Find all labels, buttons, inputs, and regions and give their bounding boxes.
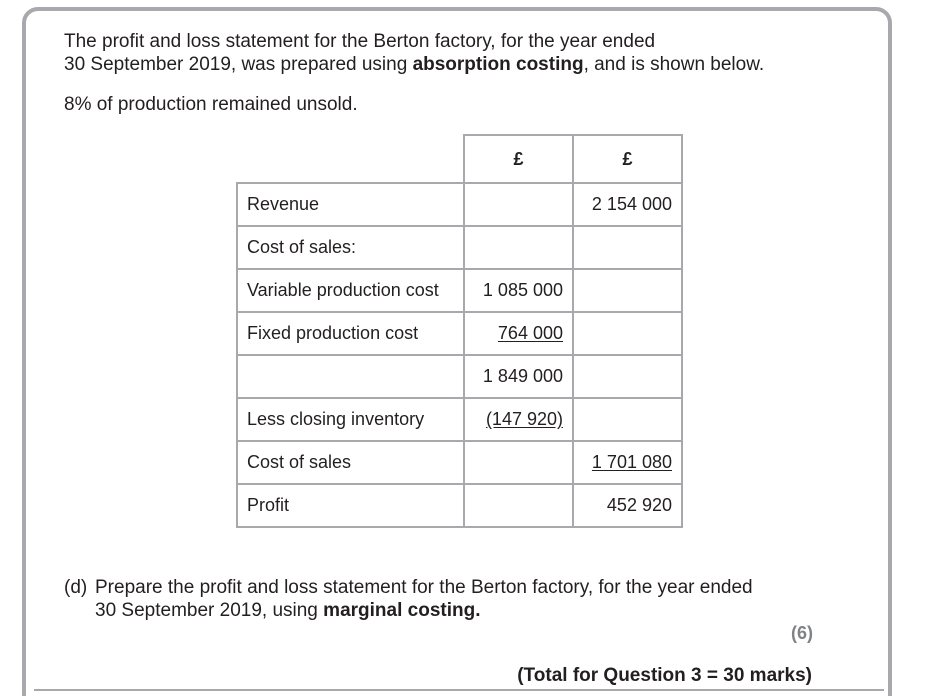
question-label: (d) [64,577,88,598]
row-label: Profit [237,484,464,527]
unsold-note: 8% of production remained unsold. [64,94,358,115]
table-row [237,355,682,398]
row-label [237,355,464,398]
row-col-2 [573,441,682,484]
row-col-2 [573,226,682,269]
row-col-1 [464,226,573,269]
intro-line-2-end: , and is shown below. [583,54,765,75]
marks-label: (6) [791,623,813,643]
question-line-1 [64,576,753,599]
underlined-value: 1 701 080 [591,452,672,472]
row-col-1: 1 085 000 [464,269,573,312]
header-col-2: £ [573,135,682,183]
table-row [237,269,682,312]
intro-line-2 [64,53,824,76]
bottom-rule [34,689,884,691]
question-line-2 [64,599,753,622]
table-row [237,484,682,527]
row-col-2: 452 920 [573,484,682,527]
underlined-value: (147 920) [485,409,563,429]
row-col-2 [573,398,682,441]
question-d [64,576,753,622]
row-col-1 [464,441,573,484]
intro-line-2-start: 30 September 2019, was prepared using [64,54,413,75]
row-col-1 [464,398,573,441]
table-row [237,183,682,226]
header-empty-cell [237,135,464,183]
row-label: Less closing inventory [237,398,464,441]
row-col-2 [573,355,682,398]
question-text-1: Prepare the profit and loss statement for the Berton factory, for the year ended [95,577,753,598]
profit-loss-table [236,134,683,528]
row-label: Revenue [237,183,464,226]
question-text-2: 30 September 2019, using [95,600,324,621]
table-row [237,312,682,355]
row-col-2 [573,312,682,355]
question-total: (Total for Question 3 = 30 marks) [517,665,812,686]
row-col-2: 2 154 000 [573,183,682,226]
row-label: Cost of sales: [237,226,464,269]
underlined-value: 764 000 [497,323,563,343]
table-row [237,398,682,441]
intro-line-1: The profit and loss statement for the Berton factory, for the year ended [64,31,656,52]
intro-text [64,30,824,76]
row-label: Fixed production cost [237,312,464,355]
row-col-1 [464,183,573,226]
table-row [237,441,682,484]
row-label: Variable production cost [237,269,464,312]
row-label: Cost of sales [237,441,464,484]
table-row [237,226,682,269]
header-col-1: £ [464,135,573,183]
row-col-2 [573,269,682,312]
row-col-1: 1 849 000 [464,355,573,398]
row-col-1 [464,312,573,355]
marginal-costing-term: marginal costing. [323,600,481,621]
row-col-1 [464,484,573,527]
table-header-row [237,135,682,183]
absorption-costing-term: absorption costing [412,54,584,75]
